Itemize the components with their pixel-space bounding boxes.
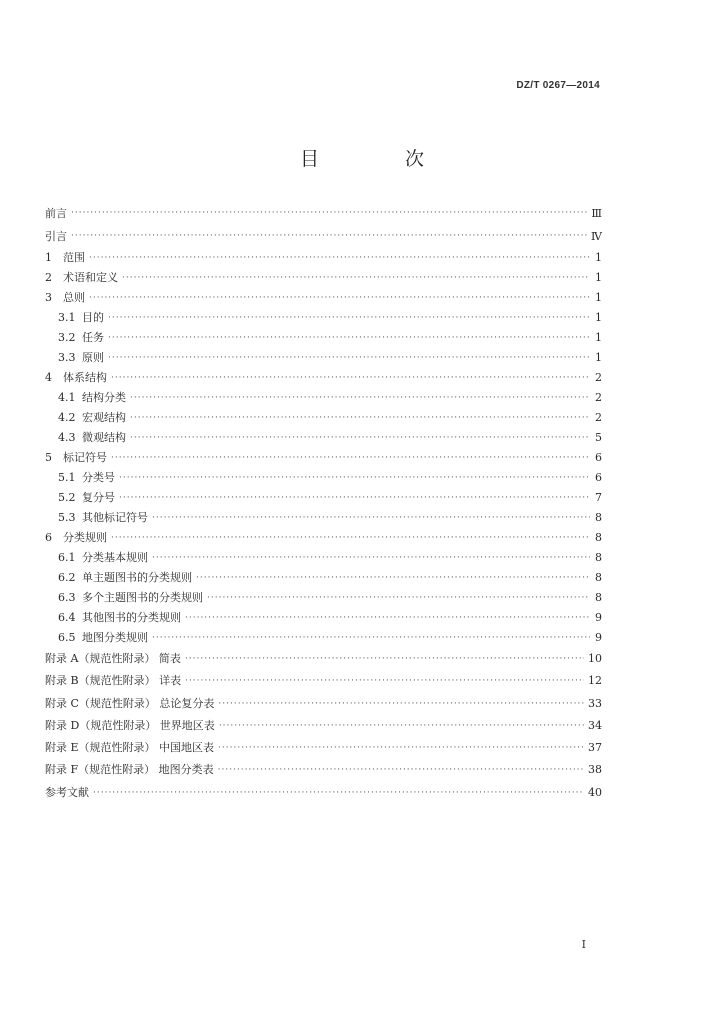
leader-dots [89,288,590,308]
toc-page: 2 [595,371,602,384]
toc-page: 8 [595,571,602,584]
toc-page: Ⅳ [591,230,602,243]
toc-label: 目的 [82,311,104,324]
toc-row-3-3[interactable] [45,348,602,368]
leader-dots [130,428,590,448]
toc-label: 附录 A（规范性附录） 简表 [45,652,181,665]
toc-row-6-1[interactable] [45,548,602,568]
leader-dots [218,737,584,759]
toc-page: 8 [595,551,602,564]
toc-row-5-3[interactable] [45,508,602,528]
toc-label: 体系结构 [63,371,107,384]
toc-number: 4.1 [58,391,76,404]
toc-number: 6.1 [58,551,76,564]
leader-dots [207,588,590,608]
toc-row-4-3[interactable] [45,428,602,448]
toc-row-appendix-d[interactable] [45,715,602,737]
toc-row-introduction[interactable] [45,225,602,248]
leader-dots [108,328,590,348]
toc-row-1[interactable] [45,248,602,268]
toc-label: 分类基本规则 [82,551,148,564]
toc-page: 34 [588,718,602,732]
toc-page: 5 [595,431,602,444]
toc-label: 其他标记符号 [82,511,148,524]
toc-number: 3.1 [58,311,76,324]
toc-number: 1 [45,251,52,264]
toc-label: 微观结构 [82,431,126,444]
page-number: I [581,938,586,951]
toc-page: 37 [588,741,602,755]
leader-dots [218,693,584,715]
toc-page: 9 [595,611,602,624]
toc-row-appendix-c[interactable] [45,693,602,715]
toc-row-6-3[interactable] [45,588,602,608]
standard-code: DZ/T 0267—2014 [516,80,600,91]
toc-number: 6.4 [58,611,76,624]
toc-row-5-2[interactable] [45,488,602,508]
toc-page: 9 [595,631,602,644]
toc-row-6-2[interactable] [45,568,602,588]
toc-number: 5.1 [58,471,76,484]
toc-row-4-2[interactable] [45,408,602,428]
toc-number: 6 [45,531,52,544]
toc-row-2[interactable] [45,268,602,288]
table-of-contents [45,202,602,804]
toc-page: 1 [595,271,602,284]
leader-dots [196,568,590,588]
toc-number: 4 [45,371,52,384]
toc-page: 7 [595,491,602,504]
toc-row-6-5[interactable] [45,628,602,648]
leader-dots [122,268,590,288]
toc-page: 1 [595,251,602,264]
toc-number: 3.3 [58,351,76,364]
leader-dots [119,468,590,488]
toc-page: 10 [588,652,602,665]
toc-row-references[interactable] [45,782,602,804]
toc-row-5[interactable] [45,448,602,468]
toc-label: 范围 [63,251,85,264]
toc-label: 分类规则 [63,531,107,544]
toc-row-4-1[interactable] [45,388,602,408]
toc-label: 总则 [63,291,85,304]
leader-dots [111,368,590,388]
toc-label: 其他图书的分类规则 [82,611,181,624]
toc-label: 地图分类规则 [82,631,148,644]
leader-dots [71,225,587,248]
toc-number: 5.3 [58,511,76,524]
leader-dots [108,348,590,368]
toc-label: 附录 F（规范性附录） 地图分类表 [45,763,214,777]
leader-dots [71,202,587,225]
toc-label: 附录 E（规范性附录） 中国地区表 [45,741,215,755]
toc-label: 附录 D（规范性附录） 世界地区表 [45,718,215,732]
toc-page: 40 [588,785,602,799]
leader-dots [108,308,590,328]
toc-page: 6 [595,451,602,464]
toc-page: 1 [595,291,602,304]
leader-dots [152,508,590,528]
leader-dots [111,528,590,548]
toc-label: 结构分类 [82,391,126,404]
toc-page: 1 [595,331,602,344]
leader-dots [185,670,584,692]
leader-dots [119,488,590,508]
toc-label: 标记符号 [63,451,107,464]
leader-dots [111,448,590,468]
toc-label: 任务 [82,331,104,344]
toc-number: 4.3 [58,431,76,444]
toc-row-appendix-b[interactable] [45,670,602,692]
toc-number: 6.5 [58,631,76,644]
leader-dots [130,388,590,408]
leader-dots [152,628,590,648]
toc-label: 术语和定义 [63,271,118,284]
toc-number: 3.2 [58,331,76,344]
toc-label: 原则 [82,351,104,364]
toc-page: 8 [595,531,602,544]
toc-page: 8 [595,591,602,604]
leader-dots [185,648,584,670]
toc-label: 宏观结构 [82,411,126,424]
toc-page: 1 [595,311,602,324]
toc-row-appendix-f[interactable] [45,759,602,781]
toc-row-appendix-e[interactable] [45,737,602,759]
toc-number: 5 [45,451,52,464]
toc-page: 33 [588,696,602,710]
leader-dots [130,408,590,428]
leader-dots [89,248,590,268]
leader-dots [185,608,590,628]
toc-page: Ⅲ [591,207,602,220]
toc-page: 8 [595,511,602,524]
toc-number: 3 [45,291,52,304]
toc-page: 38 [588,763,602,777]
toc-row-foreword[interactable] [45,202,602,225]
toc-label: 附录 C（规范性附录） 总论复分表 [45,696,215,710]
toc-row-6-4[interactable] [45,608,602,628]
toc-label: 单主题图书的分类规则 [82,571,192,584]
toc-page: 2 [595,411,602,424]
toc-page: 2 [595,391,602,404]
toc-page: 1 [595,351,602,364]
leader-dots [152,548,590,568]
toc-page: 6 [595,471,602,484]
toc-label: 参考文献 [45,785,89,799]
page-title: 目 次 [299,148,465,170]
toc-row-3[interactable] [45,288,602,308]
toc-number: 5.2 [58,491,76,504]
toc-number: 4.2 [58,411,76,424]
toc-label: 复分号 [82,491,115,504]
toc-label: 多个主题图书的分类规则 [82,591,203,604]
toc-page: 12 [588,674,602,688]
toc-label: 前言 [45,207,67,220]
toc-row-3-2[interactable] [45,328,602,348]
leader-dots [218,759,584,781]
leader-dots [219,715,584,737]
toc-number: 6.2 [58,571,76,584]
toc-label: 引言 [45,230,67,243]
toc-row-5-1[interactable] [45,468,602,488]
toc-label: 附录 B（规范性附录） 详表 [45,674,182,688]
leader-dots [93,782,584,804]
toc-row-6[interactable] [45,528,602,548]
toc-number: 6.3 [58,591,76,604]
toc-row-4[interactable] [45,368,602,388]
toc-row-appendix-a[interactable] [45,648,602,670]
toc-row-3-1[interactable] [45,308,602,328]
toc-number: 2 [45,271,52,284]
toc-label: 分类号 [82,471,115,484]
